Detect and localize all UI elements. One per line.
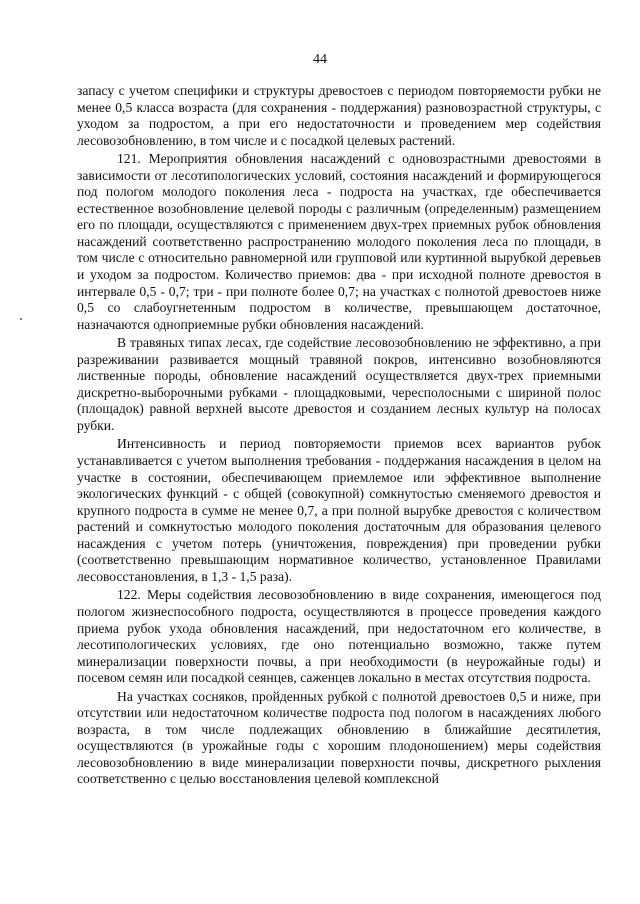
paragraph-intensity: Интенсивность и период повторяемости приемов всех вариантов рубок устанавливается с учетом выполнения требования - поддержания насаждения в целом на участке в состоянии, обеспечивающем приемлемое или эффективное выполнение экологических функций - с общей (совокупной) сомкнутостью сменяемого древостоя и крупного подроста в сумме не менее 0,7, а при полной вырубке древостоя с количеством растений и сомкнутостью молодого поколения достаточным для образования целевого насаждения с учетом потерь (уничтожения, повреждения) при проведении рубки (соответственно превышающим нормативное количество, установленное Правилами лесовосстановления, в 1,3 - 1,5 раза). bbox=[77, 436, 601, 584]
paragraph-122: 122. Меры содействия лесовозобновлению в виде сохранения, имеющегося под пологом жизнеспособного подроста, осуществляются в процессе проведения каждого приема рубок ухода обновления насаждений, при недостаточном его количестве, в лесотипологических условиях, где оно потенциально возможно, также путем минерализации поверхности почвы, а при необходимости (в неурожайные годы) и посевом семян или посадкой сеянцев, саженцев локально в местах отсутствия подроста. bbox=[77, 587, 601, 686]
paragraph-121: 121. Мероприятия обновления насаждений с одновозрастными древостоями в зависимости от лесотипологических условий, состояния насаждений и формирующегося под пологом молодого поколения леса - подроста на участках, где обеспечивается естественное возобновление целевой породы с различным (определенным) размещением его по площади, осуществляются с применением двух-трех приемных рубок обновления насаждений соответственно распространению молодого поколения леса по площади, в том числе с относительно равномерной или групповой или куртинной вырубкой деревьев и уходом за подростом. Количество приемов: два - при исходной полноте древостоя в интервале 0,5 - 0,7; три - при полноте более 0,7; на участках с полнотой древостоев ниже 0,5 со слабоугнетенным подростом в количестве, превышающем достаточное, назначаются одноприемные рубки обновления насаждений. bbox=[77, 151, 601, 332]
page-number: 44 bbox=[313, 52, 327, 67]
paragraph-pine-stands: На участках сосняков, пройденных рубкой с полнотой древостоев 0,5 и ниже, при отсутствии или недостаточном количестве подроста под пологом в насаждениях любого возраста, в том числе подлежащих обновлению в ближайшие десятилетия, осуществляются (в урожайные годы с хорошим плодоношением) меры содействия лесовозобновлению в виде минерализации поверхности почвы, дискретного рыхления соответственно с целью восстановления целевой комплексной bbox=[77, 688, 601, 787]
document-body bbox=[77, 83, 601, 790]
paragraph-grass-forest-types: В травяных типах лесах, где содействие лесовозобновлению не эффективно, а при разреживании развивается мощный травяной покров, интенсивно возобновляются лиственные породы, обновление насаждений осуществляется двух-трех приемными дискретно-выборочными рубками - площадковыми, чересполосными с шириной полос (площадок) равной верхней высоте древостоя и созданием лесных культур на полосах рубки. bbox=[77, 335, 601, 433]
scan-mark bbox=[20, 318, 22, 320]
paragraph-continuation: запасу с учетом специфики и структуры древостоев с периодом повторяемости рубки не менее 0,5 класса возраста (для сохранения - поддержания) разновозрастной структуры, с уходом за подростом, а при его недостаточности и проведением мер содействия лесовозобновлению, в том числе и с посадкой целевых растений. bbox=[77, 83, 601, 148]
